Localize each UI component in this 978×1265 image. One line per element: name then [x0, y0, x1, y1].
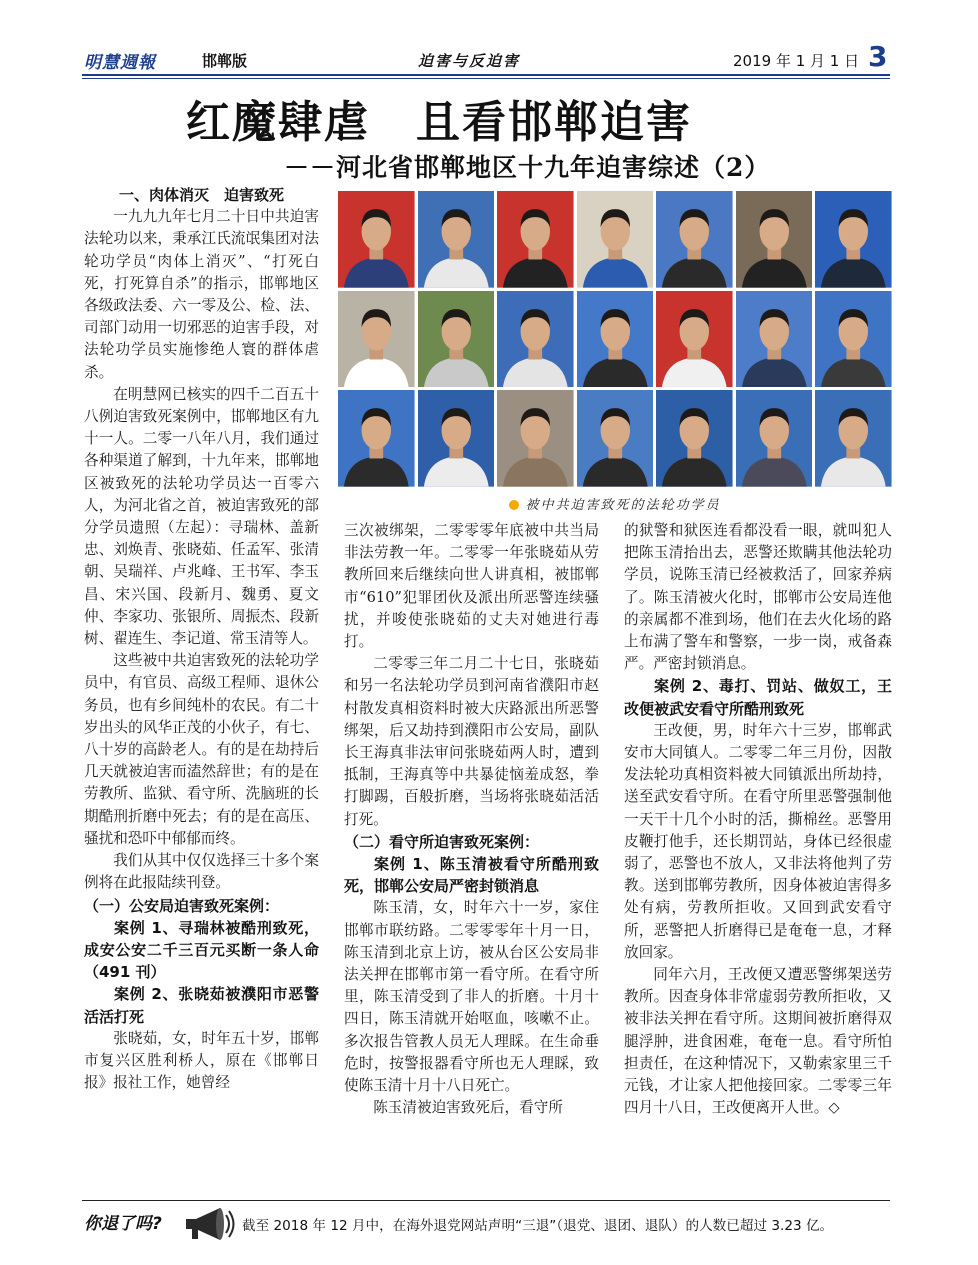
- quit-party-notice: 截至 2018 年 12 月中，在海外退党网站声明“三退”（退党、退团、退队）的人数已超过 3.23 亿。: [242, 1218, 834, 1234]
- column-2: [344, 520, 599, 1119]
- subsection-heading: （一）公安局迫害致死案例：: [84, 896, 280, 915]
- article-title: 红魔肆虐 且看邯郸迫害: [186, 97, 692, 148]
- portrait-image: [577, 191, 654, 288]
- paragraph: 三次被绑架，二零零零年底被中共当局非法劳教一年。二零零一年张晓茹从劳教所回来后继续向世人讲真相，被邯郸市“610”犯罪团伙及派出所恶警连续骚扰，并唆使张晓茹的丈夫对她进行毒打。: [344, 522, 599, 651]
- victim-portrait: [497, 191, 574, 288]
- column-3: [624, 520, 892, 1119]
- portrait-image: [497, 191, 574, 288]
- victim-portrait: [577, 291, 654, 388]
- portrait-image: [577, 291, 654, 388]
- portrait-image: [815, 390, 892, 487]
- portrait-image: [338, 191, 415, 288]
- case-heading: 案例 1、寻瑞林被酷刑致死，成安公安二千三百元买断一条人命（491 刊）: [84, 918, 319, 982]
- paragraph: 一九九九年七月二十日中共迫害法轮功以来，秉承江氏流氓集团对法轮功学员“肉体上消灭”、“打死白死，打死算自杀”的指示，邯郸地区各级政法委、六一零及公、检、法、司部门动用一切邪恶的迫害手段，对法轮功学员实施惨绝人寰的群体虐杀。: [84, 208, 319, 381]
- paragraph: 我们从其中仅仅选择三十多个案例将在此报陆续刊登。: [84, 852, 319, 892]
- megaphone-icon: [182, 1205, 236, 1243]
- page-number: 3: [868, 40, 888, 73]
- victim-portrait: [656, 390, 733, 487]
- case-heading: 案例 1、陈玉清被看守所酷刑致死，邯郸公安局严密封锁消息: [344, 855, 599, 896]
- paragraph: 王改便，男，时年六十三岁，邯郸武安市大同镇人。二零零二年三月份，因散发法轮功真相资料被大同镇派出所劫持，送至武安看守所。在看守所里恶警强制他一天干十几个小时的活，撕棉丝。恶警用皮鞭打他手，还长期罚站，身体已经很虚弱了，恶警也不放人，又非法将他判了劳教。送到邯郸劳教所，因身体被迫害得多处有病，劳教所拒收。又回到武安看守所，恶警把人折磨得已是奄奄一息，才释放回家。: [624, 721, 892, 961]
- victim-portrait: [418, 291, 495, 388]
- portrait-image: [497, 291, 574, 388]
- portrait-image: [656, 390, 733, 487]
- portrait-image: [815, 191, 892, 288]
- header-rule: [82, 74, 890, 76]
- portrait-image: [577, 390, 654, 487]
- victim-portrait: [338, 291, 415, 388]
- bullet-icon: [509, 500, 519, 510]
- portrait-image: [418, 291, 495, 388]
- paragraph: 的狱警和狱医连看都没看一眼，就叫犯人把陈玉清抬出去，恶警还欺瞒其他法轮功学员，说陈玉清已经被救活了，回家养病了。陈玉清被火化时，邯郸市公安局连他的亲属都不准到场，他们在去火化场的路上布满了警车和警察，一步一岗，戒备森严。严密封锁消息。: [624, 522, 892, 673]
- victim-portrait: [815, 191, 892, 288]
- case-heading: 案例 2、张晓茹被濮阳市恶警活活打死: [84, 985, 319, 1026]
- paragraph: 陈玉清被迫害致死后，看守所: [373, 1099, 563, 1117]
- victim-portrait: [815, 390, 892, 487]
- quit-slogan: 你退了吗?: [84, 1214, 162, 1234]
- victim-portrait: [736, 291, 813, 388]
- case-heading: 案例 2、毒打、罚站、做奴工，王改便被武安看守所酷刑致死: [624, 677, 892, 718]
- section-title: 迫害与反迫害: [418, 52, 521, 70]
- footer-rule: [82, 1200, 890, 1201]
- paragraph: 在明慧网已核实的四千二百五十八例迫害致死案例中，邯郸地区有九十一人。二零一八年八月，我们通过各种渠道了解到，十九年来，邯郸地区被致死的法轮功学员达一百零六人，为河北省之首，被迫害致死的部分学员遗照（左起）：寻瑞林、盖新忠、刘焕青、张晓茹、任孟军、张清朝、吴瑞祥、卢兆峰、王书军、李玉昌、宋兴国、段新月、魏勇、夏文仲、李家功、张银所、周振杰、段新树、翟连生、李记道、常玉清等人。: [84, 385, 319, 648]
- portrait-image: [656, 191, 733, 288]
- portrait-image: [815, 291, 892, 388]
- section-heading: 一、肉体消灭 迫害致死: [118, 186, 284, 204]
- portrait-image: [418, 191, 495, 288]
- paragraph: 陈玉清，女，时年六十一岁，家住邯郸市联纺路。二零零零年十月一日，陈玉清到北京上访，被从台区公安局非法关押在邯郸市第一看守所。在看守所里，陈玉清受到了非人的折磨。十月十四日，陈玉清就开始呕血，咳嗽不止。多次报告管教人员无人理睬。在生命垂危时，按警报器看守所也无人理睬，致使陈玉清十月十八日死亡。: [344, 899, 599, 1095]
- paragraph: 这些被中共迫害致死的法轮功学员中，有官员、高级工程师、退休公务员，也有乡间纯朴的农民。有二十岁出头的风华正茂的小伙子，有七、八十岁的高龄老人。有的是在劫持后几天就被迫害而溘然辞世；有的是在劳教所、监狱、看守所、洗脑班的长期酷刑折磨中死去；有的是在高压、骚扰和恐吓中郁郁而终。: [84, 652, 319, 847]
- portrait-image: [736, 390, 813, 487]
- edition-label: 邯郸版: [202, 52, 248, 70]
- portrait-image: [736, 191, 813, 288]
- portrait-image: [497, 390, 574, 487]
- portrait-image: [338, 390, 415, 487]
- masthead: [0, 0, 978, 80]
- portrait-image: [338, 291, 415, 388]
- portrait-image: [418, 390, 495, 487]
- paragraph: 张晓茹，女，时年五十岁，邯郸市复兴区胜利桥人，原在《邯郸日报》报社工作，她曾经: [84, 1029, 319, 1092]
- victim-portrait: [497, 291, 574, 388]
- victim-portrait: [736, 191, 813, 288]
- brand-name: 明慧週報: [84, 53, 156, 73]
- paragraph: 同年六月，王改便又遭恶警绑架送劳教所。因查身体非常虚弱劳教所拒收，又被非法关押在看守所。这期间被折磨得双腿浮肿，进食困难，奄奄一息。看守所怕担责任，在这种情况下，又勒索家里三千元钱，才让家人把他接回家。二零零三年四月十八日，王改便离开人世。◇: [624, 966, 892, 1117]
- article-subtitle: －－河北省邯郸地区十九年迫害综述（2）: [284, 153, 771, 182]
- victim-portrait: [418, 390, 495, 487]
- victim-portrait: [656, 191, 733, 288]
- victim-portrait: [418, 191, 495, 288]
- caption-text: 被中共迫害致死的法轮功学员: [525, 498, 721, 513]
- portrait-image: [656, 291, 733, 388]
- column-1: [84, 184, 319, 1094]
- victim-portrait: [338, 390, 415, 487]
- subsection-heading: （二）看守所迫害致死案例：: [344, 832, 540, 851]
- victim-portrait: [815, 291, 892, 388]
- portrait-image: [736, 291, 813, 388]
- paragraph: 二零零三年二月二十七日，张晓茹和另一名法轮功学员到河南省濮阳市赵村散发真相资料时被大庆路派出所恶警绑架，后又劫持到濮阳市公安局，副队长王海真非法审问张晓茹两人时，遭到抵制，王海真等中共暴徒恼羞成怒，拳打脚踢，百般折磨，当场将张晓茹活活打死。: [344, 655, 599, 828]
- photo-caption: [338, 494, 892, 513]
- victim-portrait: [338, 191, 415, 288]
- victim-photo-grid: [338, 191, 892, 487]
- victim-portrait: [577, 191, 654, 288]
- victim-portrait: [736, 390, 813, 487]
- victim-portrait: [497, 390, 574, 487]
- header-rule-thin: [82, 78, 890, 79]
- issue-date: 2019 年 1 月 1 日: [733, 52, 860, 70]
- victim-portrait: [656, 291, 733, 388]
- victim-portrait: [577, 390, 654, 487]
- footer-banner: [84, 1205, 894, 1245]
